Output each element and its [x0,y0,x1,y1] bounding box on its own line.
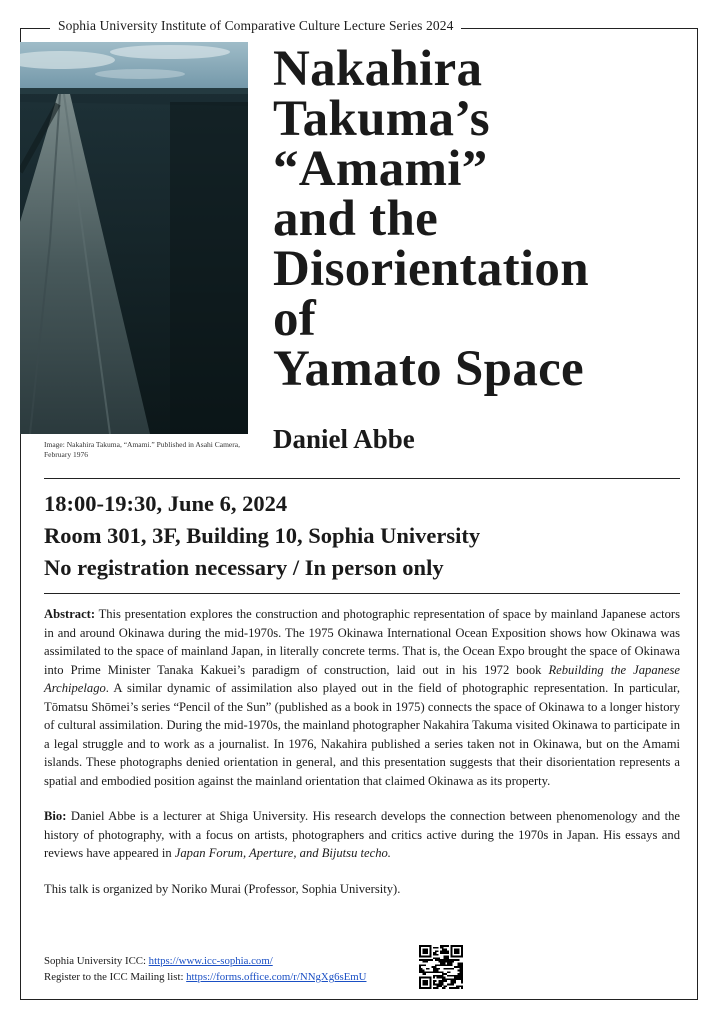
image-caption: Image: Nakahira Takuma, “Amami.” Published in Asahi Camera, February 1976 [44,440,240,459]
mailing-list-link[interactable]: https://forms.office.com/r/NNgXg6sEmU [186,971,367,983]
footer-links [44,953,414,985]
abstract-text: This presentation explores the construction and photographic representation of space by mainland Japanese actors in and around Okinawa during the mid-1970s. The 1975 Okinawa International Ocean Exposition shows how Okinawa was assimilated to the space of mainland Japan, in literally concrete terms. That is, the Ocean Expo brought the space of Okinawa into Prime Minister Tanaka Kakuei’s paradigm of construction, laid out in his 1972 book [44,607,680,677]
bio-label: Bio: [44,809,67,823]
bio-paragraph [44,807,680,863]
publication-list: Japan Forum, Aperture, and Bijutsu techo. [174,846,391,860]
abstract-label: Abstract: [44,607,96,621]
road-photograph [20,42,248,434]
title-line: Takuma’s [273,91,490,147]
icc-line [44,953,414,969]
icc-label: Sophia University ICC: [44,955,149,967]
title-line: Nakahira [273,41,483,97]
title-line: of [273,291,317,347]
speaker-name: Daniel Abbe [273,424,415,454]
organizer-note: This talk is organized by Noriko Murai (Professor, Sophia University). [44,881,401,896]
lecture-body [44,605,680,898]
event-room: Room 301, 3F, Building 10, Sophia University [44,523,481,548]
book-title: Rebuilding the Japanese Archipelago [44,662,680,695]
qr-code[interactable] [419,945,463,989]
event-time: 18:00-19:30, June 6, 2024 [44,491,288,516]
lecture-series-heading: Sophia University Institute of Comparative Culture Lecture Series 2024 [50,18,461,34]
divider-top [44,478,680,479]
event-registration: No registration necessary / In person only [44,555,444,580]
abstract-paragraph [44,605,680,790]
title-line: and the [273,191,439,247]
abstract-text-continued: . A similar dynamic of assimilation also played out in the field of photographic representation. In particular, Tōmatsu Shōmei’s series “Pencil of the Sun” (published as a book in 1975) connects the space of Okinawa to a longer history of cultural assimilation. During the mid-1970s, the mainland photographer Nakahira Takuma visited Okinawa to participate in a legal struggle and to work as a journalist. In 1976, Nakahira published a series taken not in Okinawa, but on the Amami islands. These photographs denied orientation in general, and this presentation suggests that their disorientation represents a spatial and embodied position against the mainland orientation that claimed Okinawa as its property. [44,681,680,788]
lecture-title [273,41,703,397]
icc-website-link[interactable]: https://www.icc-sophia.com/ [148,955,273,967]
event-details [44,488,684,584]
mailing-line [44,969,414,985]
bio-text: Daniel Abbe is a lecturer at Shiga University. His research develops the connection between phenomenology and the history of photography, with a focus on artists, photographers and critics active during the 1970s in Japan. His essays and reviews have appeared in [44,809,680,860]
title-line: “Amami” [273,141,488,197]
title-line: Disorientation [273,241,589,297]
divider-bottom [44,593,680,594]
mailing-label: Register to the ICC Mailing list: [44,971,187,983]
title-line: Yamato Space [273,341,584,397]
